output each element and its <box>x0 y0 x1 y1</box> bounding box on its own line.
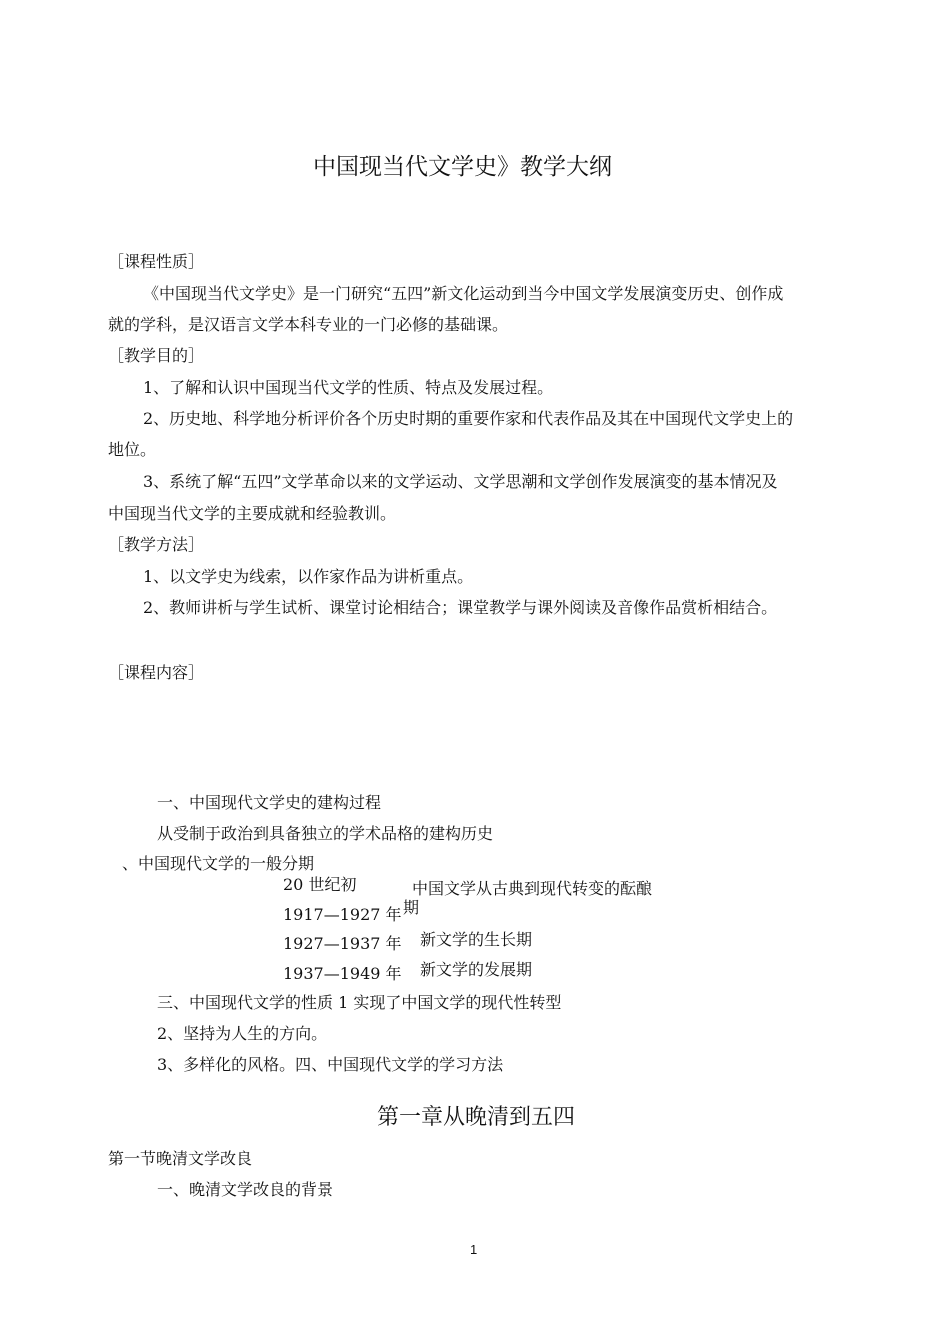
list-item: 1、以文学史为线索，以作家作品为讲析重点。 <box>143 567 474 586</box>
period-time: 20 世纪初 <box>283 875 357 894</box>
list-item: 3、系统了解“五四”文学革命以来的文学运动、文学思潮和文学创作发展演变的基本情况及 <box>143 472 778 491</box>
period-desc: 中国文学从古典到现代转变的酝酿 <box>412 879 653 898</box>
period-desc: 新文学的发展期 <box>420 960 533 979</box>
paragraph-line: 《中国现当代文学史》是一门研究“五四”新文化运动到当今中国文学发展演变历史、创作成 <box>143 284 784 303</box>
list-item-continuation: 中国现当代文学的主要成就和经验教训。 <box>108 504 397 523</box>
section-heading-goals: ［教学目的］ <box>108 346 205 365</box>
list-item: 1、了解和认识中国现当代文学的性质、特点及发展过程。 <box>143 378 554 397</box>
period-desc-continuation: 期 <box>403 898 420 917</box>
document-title: 中国现当代文学史》教学大纲 <box>313 154 612 180</box>
section-heading-methods: ［教学方法］ <box>108 535 205 554</box>
chapter-title: 第一章从晚清到五四 <box>377 1105 576 1130</box>
period-time: 1927—1937 年 <box>283 934 402 953</box>
intro-line: 2、坚持为人生的方向。 <box>157 1024 328 1043</box>
list-item: 2、历史地、科学地分析评价各个历史时期的重要作家和代表作品及其在中国现代文学史上的 <box>143 409 794 428</box>
intro-line: 一、中国现代文学史的建构过程 <box>157 793 382 812</box>
period-time: 1917—1927 年 <box>283 905 402 924</box>
section-heading-content: ［课程内容］ <box>108 663 205 682</box>
intro-line: 三、中国现代文学的性质 1 实现了中国文学的现代性转型 <box>157 993 562 1012</box>
list-item: 2、教师讲析与学生试析、课堂讨论相结合；课堂教学与课外阅读及音像作品赏析相结合。 <box>143 598 778 617</box>
section-heading-nature: ［课程性质］ <box>108 252 205 271</box>
list-item-continuation: 地位。 <box>108 440 157 459</box>
section-title: 第一节晚清文学改良 <box>108 1149 253 1168</box>
intro-line: 、中国现代文学的一般分期 <box>122 854 315 873</box>
intro-line: 3、多样化的风格。四、中国现代文学的学习方法 <box>157 1055 504 1074</box>
page-number: 1 <box>470 1242 478 1257</box>
period-desc: 新文学的生长期 <box>420 930 533 949</box>
period-time: 1937—1949 年 <box>283 964 402 983</box>
intro-line: 从受制于政治到具备独立的学术品格的建构历史 <box>157 824 494 843</box>
paragraph-line: 就的学科，是汉语言文学本科专业的一门必修的基础课。 <box>108 315 509 334</box>
section-item: 一、晚清文学改良的背景 <box>157 1180 334 1199</box>
